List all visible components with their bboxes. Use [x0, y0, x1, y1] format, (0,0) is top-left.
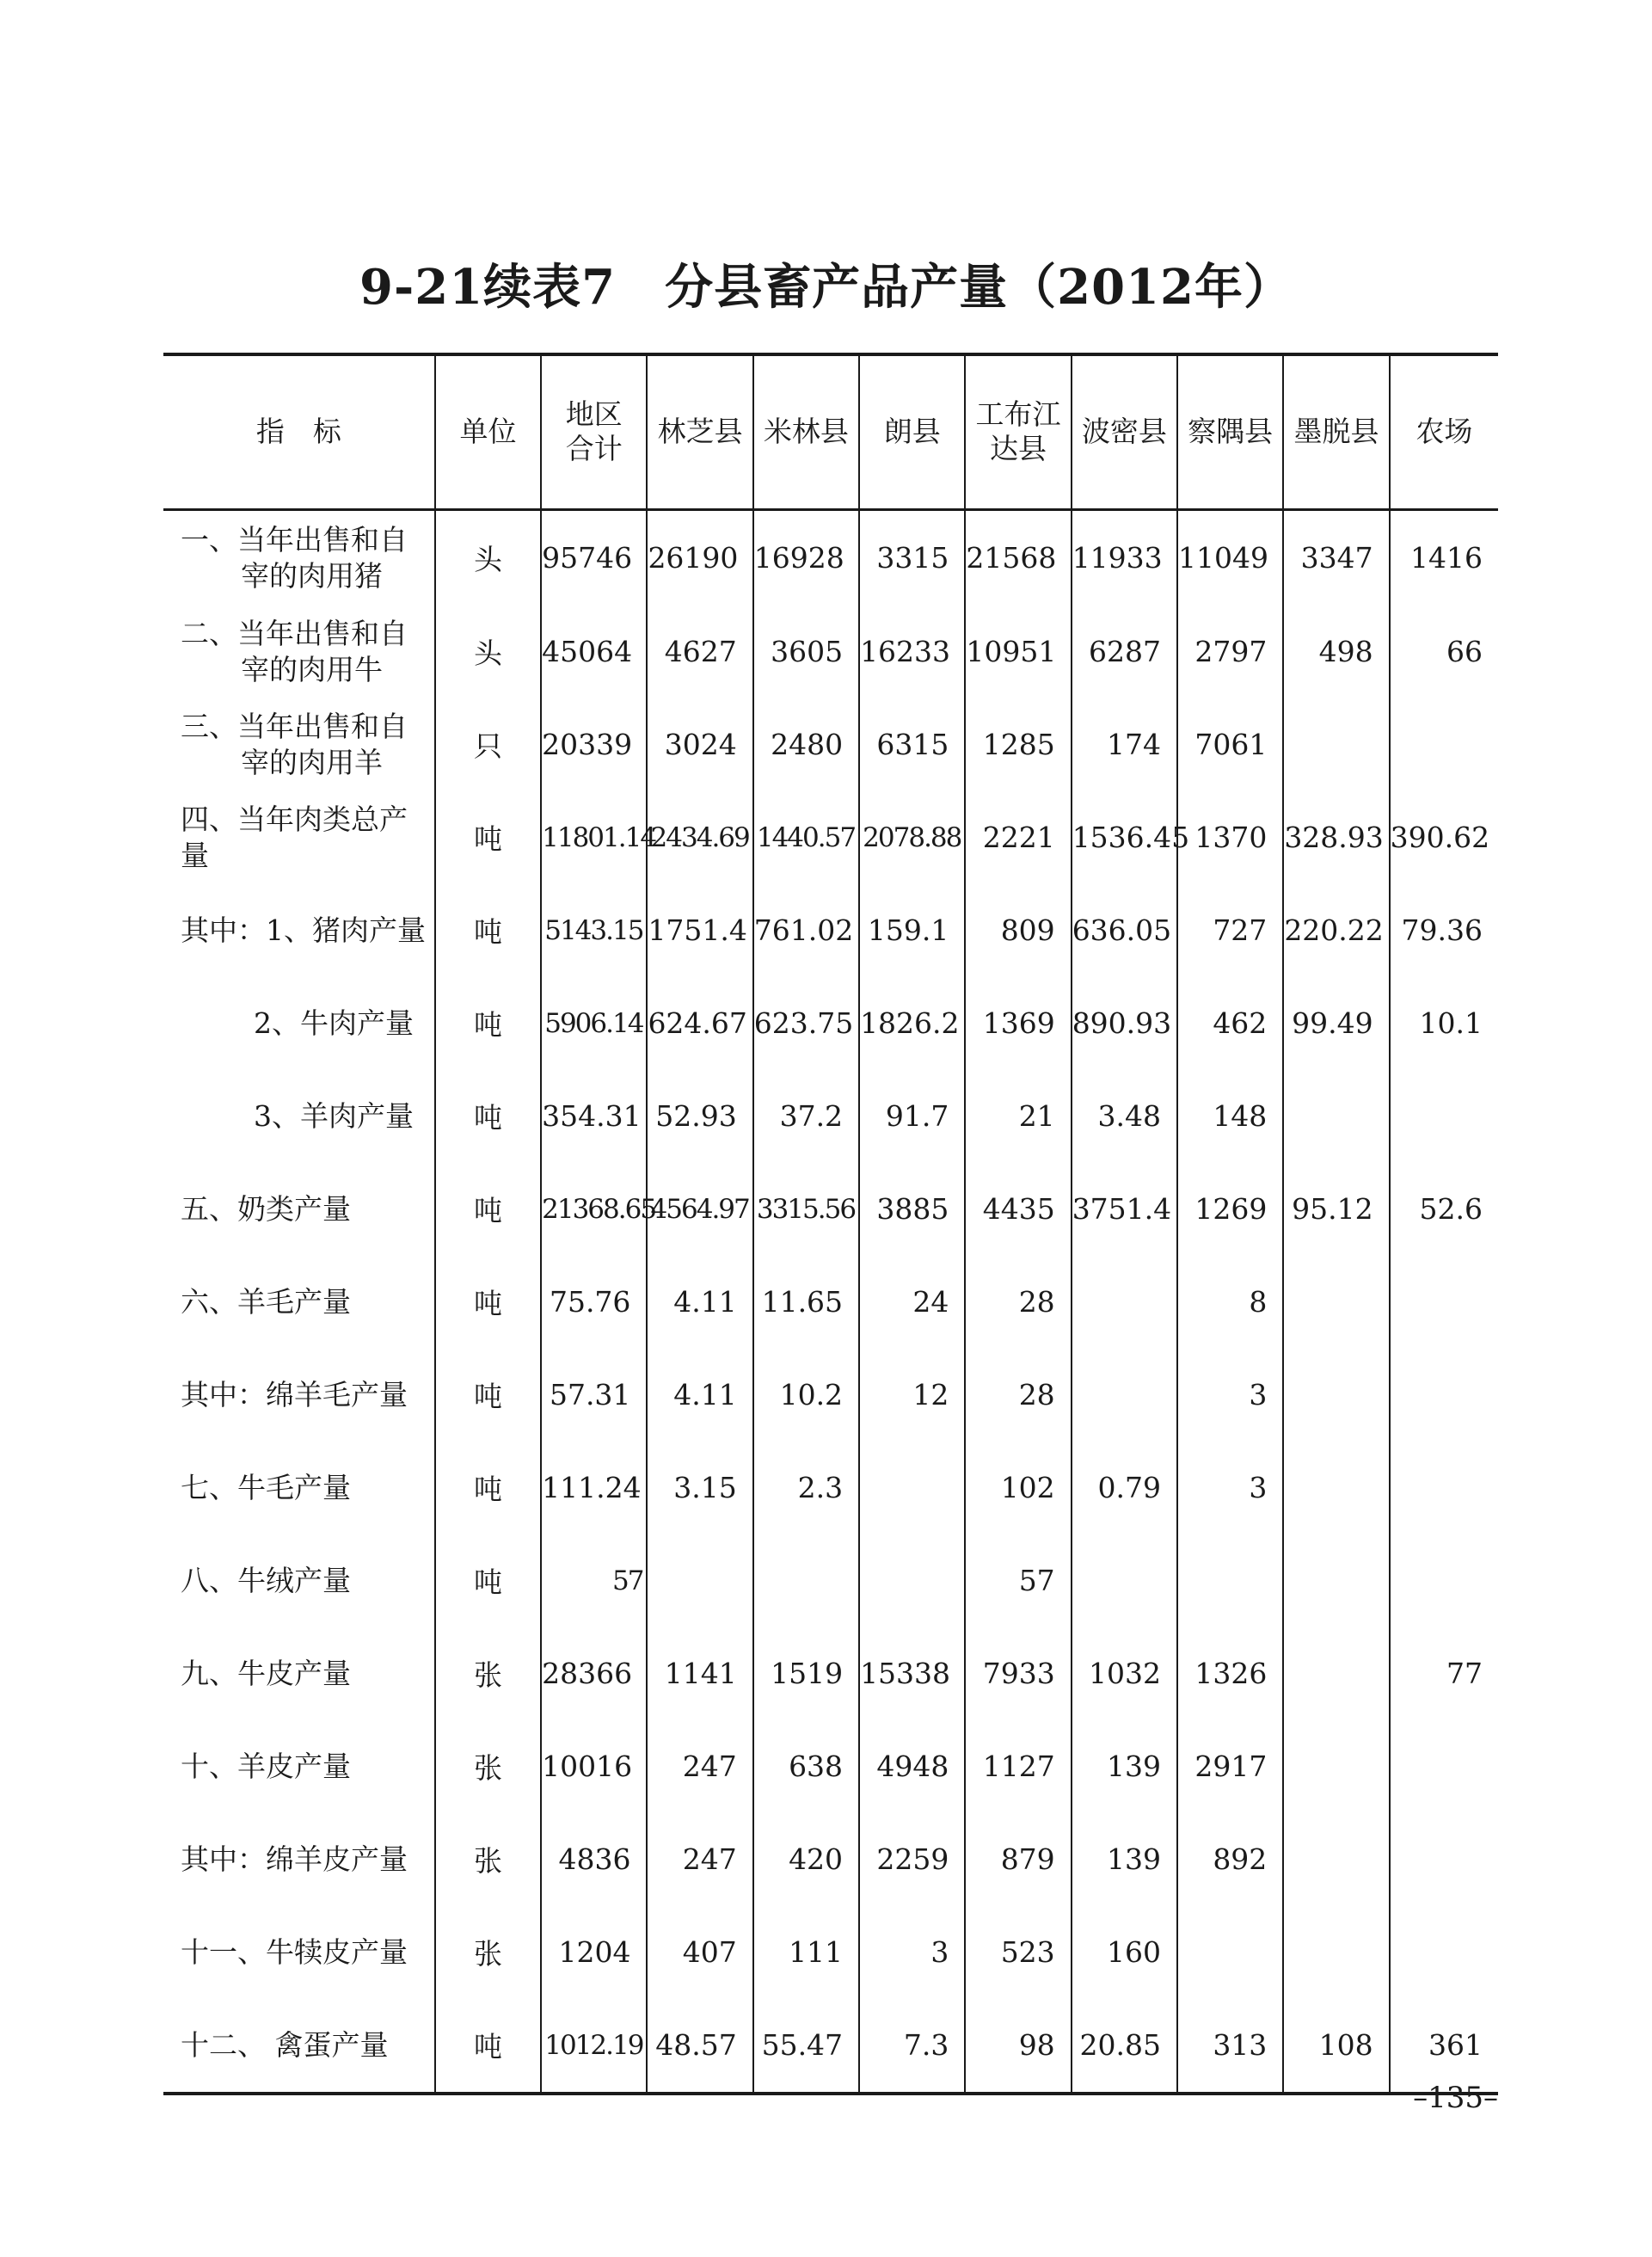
row-value: 1269 [1177, 1163, 1283, 1256]
row-value: 1536.45 [1072, 791, 1177, 884]
row-indicator [163, 1813, 435, 1906]
row-value: 1370 [1177, 791, 1283, 884]
table-row [163, 977, 1498, 1070]
row-value: 3605 [753, 606, 859, 698]
header-motuo: 墨脱县 [1283, 354, 1389, 509]
row-value: 95.12 [1283, 1163, 1389, 1256]
row-value: 247 [647, 1720, 752, 1813]
row-value [1283, 1906, 1389, 1999]
table-body [163, 509, 1498, 2094]
row-value: 10951 [965, 606, 1071, 698]
row-value: 1141 [647, 1627, 752, 1720]
row-value: 28 [965, 1349, 1071, 1442]
row-value: 4435 [965, 1163, 1071, 1256]
header-region-total-line1: 地区 [565, 397, 623, 432]
row-value: 3347 [1283, 509, 1389, 606]
row-unit: 吨 [435, 884, 541, 977]
row-value: 809 [965, 884, 1071, 977]
row-value: 79.36 [1390, 884, 1498, 977]
row-value [1072, 1349, 1177, 1442]
row-indicator [163, 606, 435, 698]
table-row [163, 1070, 1498, 1163]
header-chayu: 察隅县 [1177, 354, 1283, 509]
row-indicator [163, 977, 435, 1070]
row-value: 3.48 [1072, 1070, 1177, 1163]
row-indicator-line1: 一、当年出售和自 [181, 522, 408, 557]
row-indicator [163, 1534, 435, 1627]
row-value: 6315 [859, 698, 965, 791]
row-indicator [163, 1163, 435, 1256]
row-unit: 吨 [435, 977, 541, 1070]
row-value [859, 1442, 965, 1534]
row-indicator-line1: 八、牛绒产量 [181, 1563, 351, 1597]
row-unit: 张 [435, 1720, 541, 1813]
row-value [1283, 698, 1389, 791]
row-value: 1826.2 [859, 977, 965, 1070]
header-linzhi: 林芝县 [647, 354, 752, 509]
row-value [1390, 1534, 1498, 1627]
row-indicator-line2: 宰的肉用羊 [241, 745, 383, 779]
row-unit: 吨 [435, 1999, 541, 2094]
table-row [163, 1906, 1498, 1999]
row-value: 5143.15 [541, 884, 647, 977]
header-farm: 农场 [1390, 354, 1498, 509]
row-value [1283, 1813, 1389, 1906]
row-value: 313 [1177, 1999, 1283, 2094]
header-region-total [541, 354, 647, 509]
row-value: 11049 [1177, 509, 1283, 606]
table-row [163, 884, 1498, 977]
row-value: 15338 [859, 1627, 965, 1720]
row-value: 220.22 [1283, 884, 1389, 977]
row-value: 407 [647, 1906, 752, 1999]
row-indicator-line1: 二、当年出售和自 [181, 616, 408, 650]
header-gongbujiangda-line2: 达县 [990, 432, 1047, 466]
row-value: 6287 [1072, 606, 1177, 698]
row-value: 7.3 [859, 1999, 965, 2094]
row-value: 55.47 [753, 1999, 859, 2094]
row-indicator-line1: 十二、 禽蛋产量 [181, 2027, 389, 2062]
table-row [163, 1256, 1498, 1349]
row-indicator [163, 1720, 435, 1813]
row-value: 2917 [1177, 1720, 1283, 1813]
row-value: 28366 [541, 1627, 647, 1720]
row-indicator [163, 1256, 435, 1349]
row-unit: 吨 [435, 1534, 541, 1627]
livestock-output-table [163, 353, 1498, 2095]
row-indicator-line1: 其中：绵羊毛产量 [181, 1377, 408, 1411]
page-number: –135– [1413, 2081, 1498, 2115]
row-unit: 只 [435, 698, 541, 791]
row-unit: 吨 [435, 1442, 541, 1534]
row-value: 160 [1072, 1906, 1177, 1999]
row-value: 52.93 [647, 1070, 752, 1163]
row-value: 2480 [753, 698, 859, 791]
row-value: 354.31 [541, 1070, 647, 1163]
row-value: 108 [1283, 1999, 1389, 2094]
row-value: 111.24 [541, 1442, 647, 1534]
row-indicator-line1: 3、羊肉产量 [254, 1098, 414, 1133]
row-value: 24 [859, 1256, 965, 1349]
row-value [1283, 1534, 1389, 1627]
row-value: 727 [1177, 884, 1283, 977]
header-bomi: 波密县 [1072, 354, 1177, 509]
row-value [1283, 1256, 1389, 1349]
row-value: 4836 [541, 1813, 647, 1906]
row-value: 2259 [859, 1813, 965, 1906]
row-value: 761.02 [753, 884, 859, 977]
row-value: 10.2 [753, 1349, 859, 1442]
row-unit: 吨 [435, 1256, 541, 1349]
row-indicator-line1: 九、牛皮产量 [181, 1656, 351, 1690]
row-value: 1127 [965, 1720, 1071, 1813]
row-unit: 吨 [435, 1349, 541, 1442]
row-value: 95746 [541, 509, 647, 606]
row-indicator-line1: 其中：绵羊皮产量 [181, 1842, 408, 1876]
row-value: 5906.14 [541, 977, 647, 1070]
table-row [163, 1999, 1498, 2094]
row-unit: 吨 [435, 1070, 541, 1163]
row-value: 4.11 [647, 1349, 752, 1442]
row-value [647, 1534, 752, 1627]
row-value: 21568 [965, 509, 1071, 606]
row-indicator [163, 1442, 435, 1534]
row-indicator [163, 791, 435, 884]
row-value: 3 [1177, 1442, 1283, 1534]
row-value: 3315 [859, 509, 965, 606]
header-gongbujiangda-line1: 工布江 [975, 397, 1061, 432]
row-value: 3885 [859, 1163, 965, 1256]
row-value: 638 [753, 1720, 859, 1813]
row-value: 12 [859, 1349, 965, 1442]
row-value: 390.62 [1390, 791, 1498, 884]
row-value: 66 [1390, 606, 1498, 698]
header-gongbujiangda [965, 354, 1071, 509]
row-value [1072, 1256, 1177, 1349]
row-value: 174 [1072, 698, 1177, 791]
table-row [163, 606, 1498, 698]
row-indicator [163, 1627, 435, 1720]
row-value: 20.85 [1072, 1999, 1177, 2094]
row-unit: 张 [435, 1627, 541, 1720]
header-indicator: 指 标 [163, 354, 435, 509]
row-value: 75.76 [541, 1256, 647, 1349]
header-lang: 朗县 [859, 354, 965, 509]
row-value: 111 [753, 1906, 859, 1999]
row-value [1177, 1906, 1283, 1999]
row-indicator-line1: 三、当年出售和自 [181, 709, 408, 743]
row-value: 57.31 [541, 1349, 647, 1442]
row-unit: 吨 [435, 1163, 541, 1256]
table-row [163, 1163, 1498, 1256]
row-value: 4564.97 [647, 1163, 752, 1256]
row-value [1283, 1720, 1389, 1813]
row-value: 148 [1177, 1070, 1283, 1163]
row-value: 1326 [1177, 1627, 1283, 1720]
row-unit: 头 [435, 606, 541, 698]
row-value: 159.1 [859, 884, 965, 977]
row-indicator [163, 1906, 435, 1999]
row-value: 16233 [859, 606, 965, 698]
row-value: 523 [965, 1906, 1071, 1999]
row-value: 52.6 [1390, 1163, 1498, 1256]
row-value [1072, 1534, 1177, 1627]
row-value: 26190 [647, 509, 752, 606]
row-value: 45064 [541, 606, 647, 698]
row-value: 21 [965, 1070, 1071, 1163]
table-row [163, 1534, 1498, 1627]
row-value: 2434.69 [647, 791, 752, 884]
row-value [1390, 1906, 1498, 1999]
row-indicator-line1: 十一、牛犊皮产量 [181, 1934, 408, 1969]
row-value: 1519 [753, 1627, 859, 1720]
row-value: 102 [965, 1442, 1071, 1534]
row-indicator [163, 698, 435, 791]
row-value: 2221 [965, 791, 1071, 884]
row-value: 3 [859, 1906, 965, 1999]
row-value [1283, 1349, 1389, 1442]
row-value: 2078.88 [859, 791, 965, 884]
header-region-total-line2: 合计 [565, 432, 623, 466]
row-value: 8 [1177, 1256, 1283, 1349]
row-value [1390, 1813, 1498, 1906]
row-value [1283, 1627, 1389, 1720]
table-row [163, 698, 1498, 791]
row-value: 3315.56 [753, 1163, 859, 1256]
row-value [1283, 1070, 1389, 1163]
row-value: 77 [1390, 1627, 1498, 1720]
row-value: 498 [1283, 606, 1389, 698]
row-value: 4627 [647, 606, 752, 698]
row-value: 1440.57 [753, 791, 859, 884]
page-title: 9-21续表7 分县畜产品产量（2012年） [359, 259, 1293, 316]
row-value: 11933 [1072, 509, 1177, 606]
row-value: 11.65 [753, 1256, 859, 1349]
table-row [163, 1813, 1498, 1906]
row-value: 4.11 [647, 1256, 752, 1349]
row-value: 98 [965, 1999, 1071, 2094]
row-value: 1032 [1072, 1627, 1177, 1720]
header-unit: 单位 [435, 354, 541, 509]
table-row [163, 1442, 1498, 1534]
row-value: 99.49 [1283, 977, 1389, 1070]
header-milin: 米林县 [753, 354, 859, 509]
row-value: 1416 [1390, 509, 1498, 606]
row-value [1390, 1256, 1498, 1349]
row-value: 1012.19 [541, 1999, 647, 2094]
row-value: 420 [753, 1813, 859, 1906]
row-value: 11801.14 [541, 791, 647, 884]
row-value: 48.57 [647, 1999, 752, 2094]
row-value [1390, 1349, 1498, 1442]
row-indicator-line1: 五、奶类产量 [181, 1191, 351, 1226]
row-indicator-line1: 七、牛毛产量 [181, 1470, 351, 1504]
row-value: 0.79 [1072, 1442, 1177, 1534]
row-indicator [163, 1999, 435, 2094]
row-value: 361 [1390, 1999, 1498, 2094]
table-row [163, 1627, 1498, 1720]
row-value: 139 [1072, 1813, 1177, 1906]
row-value [1390, 1070, 1498, 1163]
row-value: 28 [965, 1256, 1071, 1349]
row-unit: 吨 [435, 791, 541, 884]
row-value: 10016 [541, 1720, 647, 1813]
row-value [859, 1534, 965, 1627]
row-value: 1204 [541, 1906, 647, 1999]
row-value [1390, 1442, 1498, 1534]
row-value: 57 [965, 1534, 1071, 1627]
row-value: 462 [1177, 977, 1283, 1070]
row-value: 91.7 [859, 1070, 965, 1163]
row-indicator-line1: 十、羊皮产量 [181, 1749, 351, 1783]
row-value: 623.75 [753, 977, 859, 1070]
row-value: 892 [1177, 1813, 1283, 1906]
row-value: 10.1 [1390, 977, 1498, 1070]
row-value: 139 [1072, 1720, 1177, 1813]
row-unit: 头 [435, 509, 541, 606]
row-indicator-line1: 其中：1、猪肉产量 [181, 913, 426, 947]
row-indicator [163, 509, 435, 606]
row-value: 247 [647, 1813, 752, 1906]
row-value: 624.67 [647, 977, 752, 1070]
row-value: 1369 [965, 977, 1071, 1070]
row-unit: 张 [435, 1813, 541, 1906]
row-value: 3024 [647, 698, 752, 791]
row-value [1390, 1720, 1498, 1813]
row-value: 7061 [1177, 698, 1283, 791]
row-indicator-line1: 四、当年肉类总产量 [181, 802, 408, 872]
table-header-row [163, 354, 1498, 509]
row-indicator [163, 1349, 435, 1442]
row-value: 3751.4 [1072, 1163, 1177, 1256]
row-value [1177, 1534, 1283, 1627]
row-value: 20339 [541, 698, 647, 791]
row-value: 4948 [859, 1720, 965, 1813]
row-indicator [163, 1070, 435, 1163]
row-value [1390, 698, 1498, 791]
row-unit: 张 [435, 1906, 541, 1999]
row-value [1283, 1442, 1389, 1534]
row-value: 57 [541, 1534, 647, 1627]
table-row [163, 509, 1498, 606]
row-value: 3 [1177, 1349, 1283, 1442]
table-row [163, 791, 1498, 884]
row-indicator [163, 884, 435, 977]
row-value: 1285 [965, 698, 1071, 791]
row-indicator-line2: 宰的肉用猪 [241, 558, 383, 593]
table-row [163, 1349, 1498, 1442]
row-value: 2797 [1177, 606, 1283, 698]
row-indicator-line2: 宰的肉用牛 [241, 652, 383, 686]
row-value: 328.93 [1283, 791, 1389, 884]
row-value: 1751.4 [647, 884, 752, 977]
row-indicator-line1: 六、羊毛产量 [181, 1284, 351, 1319]
row-indicator-line1: 2、牛肉产量 [254, 1006, 414, 1040]
row-value [753, 1534, 859, 1627]
row-value: 3.15 [647, 1442, 752, 1534]
row-value: 890.93 [1072, 977, 1177, 1070]
table-row [163, 1720, 1498, 1813]
row-value: 636.05 [1072, 884, 1177, 977]
row-value: 37.2 [753, 1070, 859, 1163]
row-value: 16928 [753, 509, 859, 606]
row-value: 7933 [965, 1627, 1071, 1720]
row-value: 879 [965, 1813, 1071, 1906]
row-value: 2.3 [753, 1442, 859, 1534]
row-value: 21368.65 [541, 1163, 647, 1256]
